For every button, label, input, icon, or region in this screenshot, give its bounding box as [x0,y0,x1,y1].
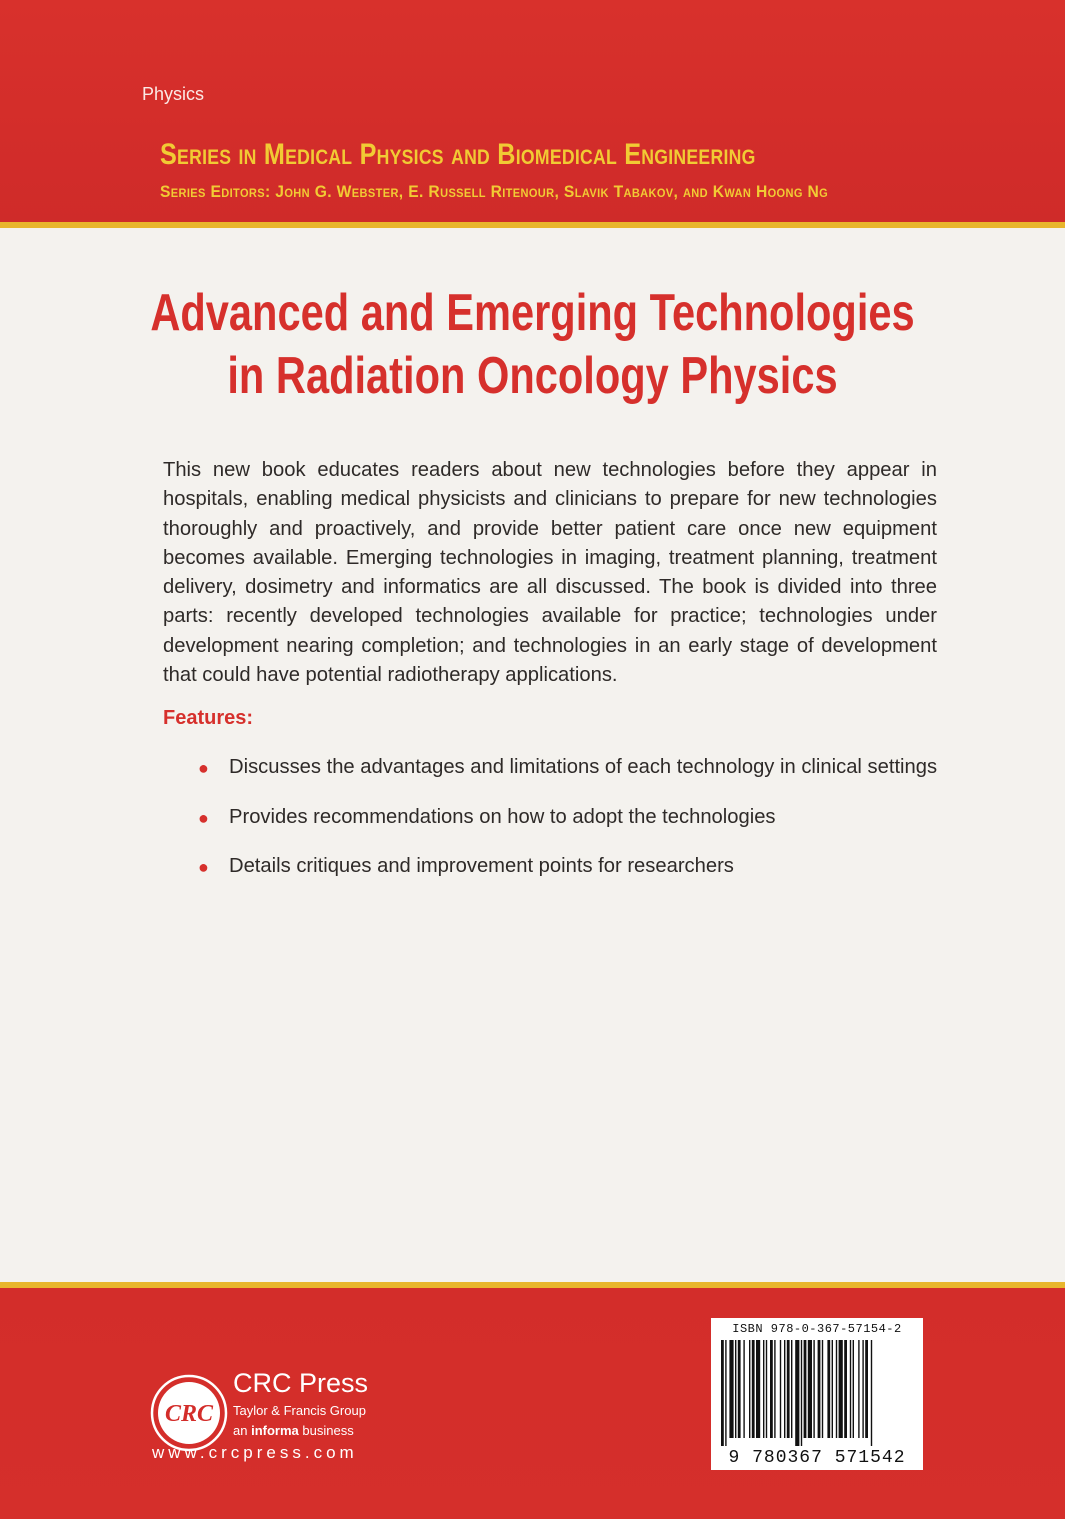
barcode-bar [836,1340,837,1438]
book-title [107,282,959,408]
crc-logo-text: CRC [164,1401,214,1427]
feature-item [198,756,937,806]
barcode-bar [787,1340,790,1438]
barcode-bar [752,1340,755,1438]
barcode-bar [725,1340,726,1446]
feature-text: Provides recommendations on how to adopt the technologies [229,805,776,828]
series-title: Series in Medical Physics and Biomedical Engineering [160,138,756,171]
barcode-bar [791,1340,792,1438]
barcode-bar [756,1340,760,1438]
book-title-line-1: Advanced and Emerging Technologies [150,284,915,342]
barcode-icon [717,1340,917,1446]
features-heading: Features: [163,707,254,729]
bullet-icon: ● [198,758,209,778]
publisher-group: Taylor & Francis Group [233,1403,366,1418]
barcode-bar [839,1340,843,1438]
barcode-bar [808,1340,812,1438]
publisher-business [233,1423,354,1438]
feature-text: Details critiques and improvement points for researchers [229,855,734,877]
barcode-bar [822,1340,823,1438]
book-description: This new book educates readers about new technologies before they appear in hospitals, enabling medical physicists and clinicians to prepare for new technologies thoroughly and proactively, and provide better patient care once new equipment becomes available. Emerging technologies in imaging, treatment planning, treatment delivery, dosimetry and informatics are all discussed. The book is divided into three parts: recently developed technologies available for practice; technologies under development nearing completion; and technologies in an early stage of development that could have potential radiotherapy applications. [163,459,937,687]
barcode-bar [850,1340,851,1438]
barcode-digits: 9 780367 571542 [728,1448,906,1468]
barcode-bar [763,1340,764,1438]
isbn-number: ISBN 978-0-367-57154-2 [732,1322,902,1336]
barcode-bar [853,1340,854,1438]
bullet-icon: ● [198,857,209,877]
publisher-business-bold: informa [251,1423,299,1438]
category-label: Physics [142,84,205,104]
barcode-bar [721,1340,724,1446]
barcode-bar [770,1340,773,1438]
barcode-bar [780,1340,781,1438]
barcode-bar [827,1340,830,1438]
publisher-name: CRC Press [233,1368,369,1398]
publisher-url: www.crcpress.com [152,1443,358,1462]
barcode-bar [865,1340,868,1438]
barcode-bar [784,1340,785,1438]
barcode-bar [844,1340,847,1438]
feature-item [198,806,937,856]
barcode-bar [729,1340,733,1438]
crc-press-logo-icon [150,1374,228,1452]
feature-text: Discusses the advantages and limitations of each technology in clinical settings [229,756,938,778]
barcode-bar [804,1340,807,1438]
barcode-bar [862,1340,863,1438]
isbn-barcode [711,1318,923,1470]
barcode-bar [818,1340,821,1438]
barcode-bar [738,1340,741,1438]
publisher-business-suffix: business [302,1423,354,1438]
barcode-bar [871,1340,872,1446]
barcode-bar [749,1340,750,1438]
barcode-bar [795,1340,799,1446]
barcode-bar [832,1340,833,1438]
barcode-bar [801,1340,802,1446]
header-divider [0,222,1065,228]
header-band [0,0,1065,222]
publisher-business-prefix: an [233,1423,248,1438]
barcode-bar [766,1340,767,1438]
bullet-icon: ● [198,807,209,828]
barcode-bar [858,1340,859,1438]
series-editors: Series Editors: John G. Webster, E. Russell Ritenour, Slavik Tabakov, and Kwan Hoong Ng [160,182,829,201]
feature-item [198,855,937,905]
barcode-bar [735,1340,736,1438]
features-list [198,756,937,905]
book-title-line-2: in Radiation Oncology Physics [227,347,838,405]
barcode-bar [774,1340,775,1438]
barcode-bar [743,1340,744,1438]
barcode-bar [813,1340,814,1438]
